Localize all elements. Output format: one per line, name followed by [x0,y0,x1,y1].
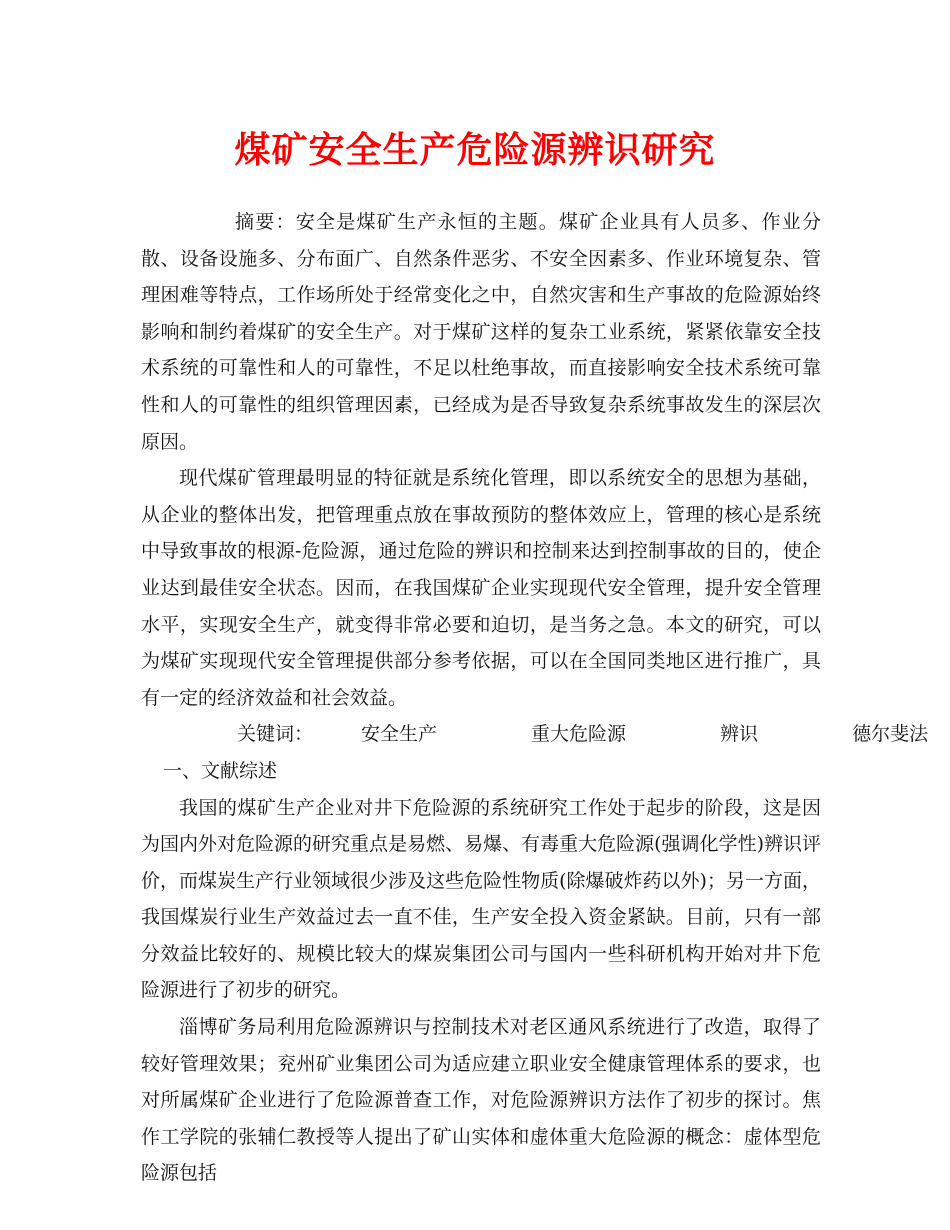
body-paragraph-2: 现代煤矿管理最明显的特征就是系统化管理，即以系统安全的思想为基础，从企业的整体出发，把管理重点放在事故预防的整体效应上，管理的核心是系统中导致事故的根源-危险源，通过危险的辨识和控制来达到控制事故的目的，使企业达到最佳安全状态。因而，在我国煤矿企业实现现代安全管理，提升安全管理水平，实现安全生产，就变得非常必要和迫切，是当务之急。本文的研究，可以为煤矿实现现代安全管理提供部分参考依据，可以在全国同类地区进行推广，具有一定的经济效益和社会效益。 [141,467,821,709]
section-heading: 一、文献综述 [163,759,278,782]
keyword-item: 安全生产 [361,723,438,746]
body-paragraph-3: 我国的煤矿生产企业对井下危险源的系统研究工作处于起步的阶段，这是因为国内外对危险源的研究重点是易燃、易爆、有毒重大危险源(强调化学性)辨识评价，而煤炭生产行业领域很少涉及这些危险性物质(除爆破炸药以外)；另一方面，我国煤炭行业生产效益过去一直不佳，生产安全投入资金紧缺。目前，只有一部分效益比较好的、规模比较大的煤炭集团公司与国内一些科研机构开始对井下危险源进行了初步的研究。 [141,796,821,1002]
document-title: 煤矿安全生产危险源辨识研究 [234,129,716,171]
keyword-item: 德尔斐法 [852,723,929,746]
keyword-item: 辨识 [720,723,759,746]
document-body [141,204,929,1192]
keywords-line [141,716,929,753]
body-paragraph-4: 淄博矿务局利用危险源辨识与控制技术对老区通风系统进行了改造，取得了较好管理效果；兖州矿业集团公司为适应建立职业安全健康管理体系的要求，也对所属煤矿企业进行了危险源普查工作，对危险源辨识方法作了初步的探讨。焦作工学院的张辅仁教授等人提出了矿山实体和虚体重大危险源的概念：虚体型危险源包括 [141,1016,821,1185]
keyword-item: 重大危险源 [531,723,627,746]
keywords-label: 关键词： [237,723,314,746]
abstract-paragraph: 摘要：安全是煤矿生产永恒的主题。煤矿企业具有人员多、作业分散、设备设施多、分布面广、自然条件恶劣、不安全因素多、作业环境复杂、管理困难等特点，工作场所处于经常变化之中，自然灾害和生产事故的危险源始终影响和制约着煤矿的安全生产。对于煤矿这样的复杂工业系统，紧紧依靠安全技术系统的可靠性和人的可靠性，不足以杜绝事故，而直接影响安全技术系统可靠性和人的可靠性的组织管理因素，已经成为是否导致复杂系统事故发生的深层次原因。 [141,211,821,453]
